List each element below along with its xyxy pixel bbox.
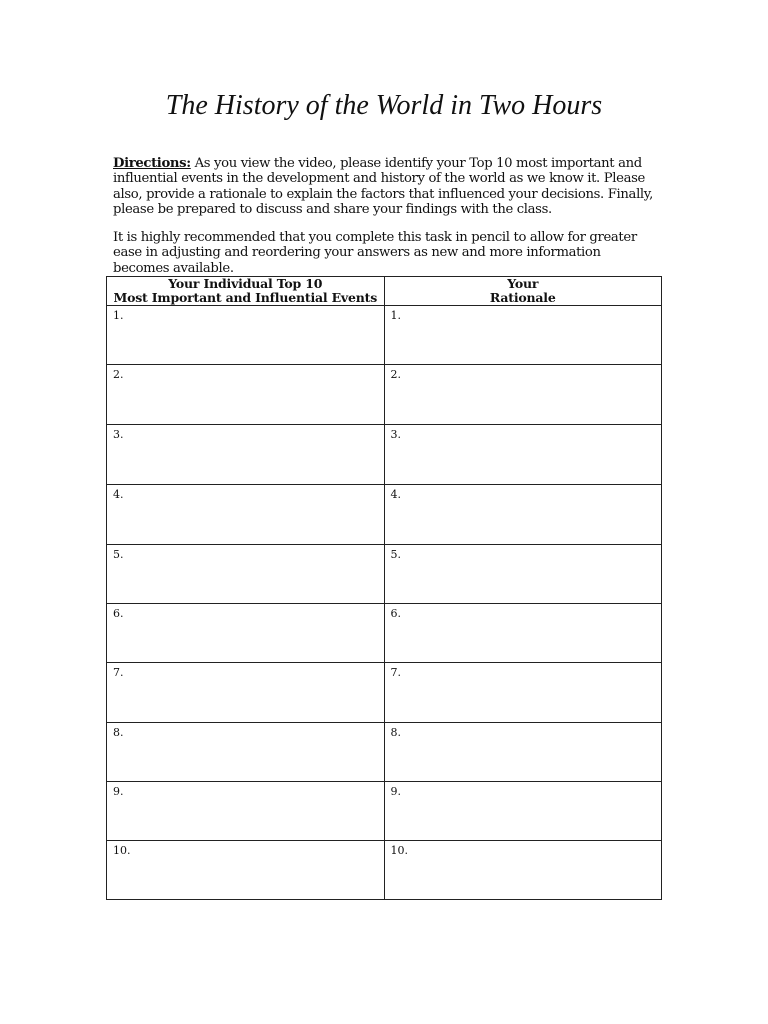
table-row — [107, 365, 662, 425]
row-number: 4. — [390, 488, 401, 501]
table-row — [107, 841, 662, 900]
row-number: 2. — [390, 368, 401, 381]
rationale-cell[interactable] — [384, 365, 662, 425]
rationale-cell[interactable] — [384, 723, 662, 782]
row-number: 1. — [113, 309, 124, 322]
row-number: 3. — [390, 428, 401, 441]
row-number: 8. — [113, 726, 124, 739]
event-cell[interactable] — [107, 485, 385, 545]
rationale-column-header — [384, 277, 662, 306]
event-cell[interactable] — [107, 723, 385, 782]
row-number: 10. — [390, 844, 408, 857]
table-row — [107, 723, 662, 782]
directions-label: Directions: — [113, 156, 191, 171]
table-row — [107, 663, 662, 723]
rationale-cell[interactable] — [384, 425, 662, 485]
event-cell[interactable] — [107, 545, 385, 604]
event-cell[interactable] — [107, 306, 385, 365]
row-number: 9. — [113, 785, 124, 798]
row-number: 7. — [113, 666, 124, 679]
row-number: 6. — [390, 607, 401, 620]
page-title: The History of the World in Two Hours — [165, 90, 603, 121]
event-cell[interactable] — [107, 365, 385, 425]
rationale-cell[interactable] — [384, 485, 662, 545]
row-number: 5. — [390, 548, 401, 561]
events-header-line1: Your Individual Top 10 — [168, 276, 323, 291]
table-row — [107, 425, 662, 485]
row-number: 5. — [113, 548, 124, 561]
row-number: 3. — [113, 428, 124, 441]
table-row — [107, 604, 662, 663]
worksheet-table — [106, 276, 662, 900]
rationale-cell[interactable] — [384, 663, 662, 723]
event-cell[interactable] — [107, 841, 385, 900]
event-cell[interactable] — [107, 782, 385, 841]
event-cell[interactable] — [107, 425, 385, 485]
row-number: 6. — [113, 607, 124, 620]
directions-text: As you view the video, please identify your Top 10 most important and influential events in the development and history of the world as we know it. Please also, provide a rationale to explain the factors that influenced your decisions. Finally, please be prepared to discuss and share your findings with the class. — [113, 156, 653, 218]
event-cell[interactable] — [107, 663, 385, 723]
row-number: 10. — [113, 844, 131, 857]
rationale-cell[interactable] — [384, 604, 662, 663]
rationale-cell[interactable] — [384, 306, 662, 365]
table-row — [107, 306, 662, 365]
rationale-cell[interactable] — [384, 841, 662, 900]
recommendation-paragraph: It is highly recommended that you complete this task in pencil to allow for greater ease in adjusting and reordering your answers as new and more information becomes available. — [113, 230, 637, 276]
row-number: 2. — [113, 368, 124, 381]
rationale-cell[interactable] — [384, 782, 662, 841]
table-row — [107, 545, 662, 604]
events-header-line2: Most Important and Influential Events — [113, 290, 378, 305]
row-number: 8. — [390, 726, 401, 739]
rationale-cell[interactable] — [384, 545, 662, 604]
table-header-row — [107, 277, 662, 306]
event-cell[interactable] — [107, 604, 385, 663]
table-row — [107, 485, 662, 545]
row-number: 7. — [390, 666, 401, 679]
events-column-header — [107, 277, 385, 306]
row-number: 9. — [390, 785, 401, 798]
rationale-header-line1: Your — [507, 276, 539, 291]
directions-paragraph — [113, 156, 658, 218]
row-number: 1. — [390, 309, 401, 322]
table-row — [107, 782, 662, 841]
rationale-header-line2: Rationale — [489, 290, 556, 305]
row-number: 4. — [113, 488, 124, 501]
